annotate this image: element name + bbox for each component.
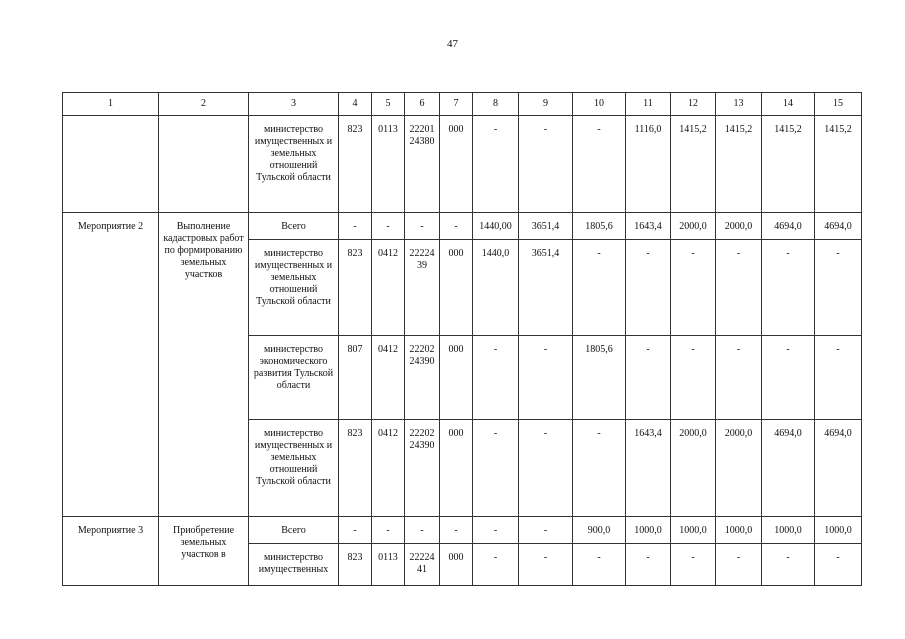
- cell-value: 823: [339, 544, 372, 586]
- column-header: 11: [626, 93, 671, 116]
- cell-value: -: [519, 336, 573, 420]
- cell-value: 22202 24390: [405, 420, 440, 517]
- cell-value: 1440,00: [473, 213, 519, 240]
- cell-value: -: [626, 336, 671, 420]
- cell-value: 22201 24380: [405, 116, 440, 213]
- cell-value: -: [716, 544, 762, 586]
- cell-value: 2000,0: [716, 213, 762, 240]
- cell-description: Приобретение земельных участков в: [159, 517, 249, 586]
- cell-value: -: [519, 517, 573, 544]
- cell-activity: [63, 116, 159, 213]
- column-header: 6: [405, 93, 440, 116]
- cell-value: 1000,0: [716, 517, 762, 544]
- cell-executor: министерство имущественных и земельных отношений Тульской области: [249, 116, 339, 213]
- cell-description: [159, 116, 249, 213]
- cell-value: 22224 39: [405, 240, 440, 336]
- cell-value: -: [815, 240, 862, 336]
- column-header: 14: [762, 93, 815, 116]
- cell-value: 000: [440, 420, 473, 517]
- cell-value: 1000,0: [671, 517, 716, 544]
- cell-executor: министерство имущественных и земельных отношений Тульской области: [249, 240, 339, 336]
- cell-value: 807: [339, 336, 372, 420]
- column-header: 2: [159, 93, 249, 116]
- cell-value: 22202 24390: [405, 336, 440, 420]
- cell-value: 0412: [372, 240, 405, 336]
- table-row: [63, 116, 862, 213]
- cell-value: 1415,2: [762, 116, 815, 213]
- column-header: 13: [716, 93, 762, 116]
- cell-value: -: [573, 116, 626, 213]
- column-header: 10: [573, 93, 626, 116]
- cell-value: -: [626, 240, 671, 336]
- header-row: [63, 93, 862, 116]
- cell-value: 823: [339, 240, 372, 336]
- column-header: 5: [372, 93, 405, 116]
- budget-table: [62, 92, 862, 586]
- cell-value: 1000,0: [762, 517, 815, 544]
- cell-activity: Мероприятие 3: [63, 517, 159, 586]
- cell-value: 4694,0: [815, 213, 862, 240]
- column-header: 12: [671, 93, 716, 116]
- cell-value: 2000,0: [671, 213, 716, 240]
- cell-value: 2000,0: [716, 420, 762, 517]
- cell-value: 1805,6: [573, 336, 626, 420]
- cell-activity: Мероприятие 2: [63, 213, 159, 517]
- cell-value: 000: [440, 240, 473, 336]
- column-header: 4: [339, 93, 372, 116]
- cell-value: 3651,4: [519, 240, 573, 336]
- cell-value: 4694,0: [762, 420, 815, 517]
- cell-value: 900,0: [573, 517, 626, 544]
- cell-value: -: [762, 544, 815, 586]
- cell-value: 0412: [372, 336, 405, 420]
- cell-value: 823: [339, 116, 372, 213]
- cell-value: -: [440, 517, 473, 544]
- cell-value: 000: [440, 336, 473, 420]
- cell-value: 1643,4: [626, 213, 671, 240]
- cell-value: -: [573, 420, 626, 517]
- cell-value: 1116,0: [626, 116, 671, 213]
- table-row: [63, 517, 862, 544]
- cell-value: -: [671, 544, 716, 586]
- cell-value: 4694,0: [815, 420, 862, 517]
- cell-value: 1000,0: [815, 517, 862, 544]
- cell-value: 2000,0: [671, 420, 716, 517]
- cell-value: 000: [440, 544, 473, 586]
- cell-value: 1000,0: [626, 517, 671, 544]
- cell-value: -: [815, 336, 862, 420]
- cell-description: Выполнение кадастровых работ по формированию земельных участков: [159, 213, 249, 517]
- cell-executor: министерство имущественных: [249, 544, 339, 586]
- cell-value: -: [405, 517, 440, 544]
- cell-value: -: [671, 336, 716, 420]
- cell-value: -: [440, 213, 473, 240]
- cell-value: -: [473, 544, 519, 586]
- cell-value: -: [473, 420, 519, 517]
- cell-value: 823: [339, 420, 372, 517]
- cell-value: -: [473, 517, 519, 544]
- cell-value: -: [339, 517, 372, 544]
- column-header: 8: [473, 93, 519, 116]
- cell-value: -: [372, 213, 405, 240]
- cell-value: 3651,4: [519, 213, 573, 240]
- cell-value: -: [519, 544, 573, 586]
- cell-value: 4694,0: [762, 213, 815, 240]
- cell-value: -: [405, 213, 440, 240]
- cell-value: 1643,4: [626, 420, 671, 517]
- cell-value: 1415,2: [671, 116, 716, 213]
- column-header: 9: [519, 93, 573, 116]
- cell-value: -: [519, 420, 573, 517]
- cell-value: -: [716, 240, 762, 336]
- column-header: 15: [815, 93, 862, 116]
- cell-value: -: [762, 336, 815, 420]
- cell-value: -: [519, 116, 573, 213]
- cell-value: -: [626, 544, 671, 586]
- cell-value: -: [473, 116, 519, 213]
- cell-value: -: [573, 544, 626, 586]
- cell-value: -: [573, 240, 626, 336]
- cell-value: -: [372, 517, 405, 544]
- cell-value: -: [473, 336, 519, 420]
- column-header: 7: [440, 93, 473, 116]
- cell-value: -: [815, 544, 862, 586]
- cell-value: 22224 41: [405, 544, 440, 586]
- cell-value: -: [671, 240, 716, 336]
- cell-value: 1415,2: [815, 116, 862, 213]
- cell-executor: Всего: [249, 517, 339, 544]
- column-header: 3: [249, 93, 339, 116]
- cell-executor: министерство имущественных и земельных отношений Тульской области: [249, 420, 339, 517]
- cell-executor: Всего: [249, 213, 339, 240]
- cell-value: -: [716, 336, 762, 420]
- column-header: 1: [63, 93, 159, 116]
- cell-value: 0113: [372, 116, 405, 213]
- cell-value: 1440,0: [473, 240, 519, 336]
- cell-value: 0412: [372, 420, 405, 517]
- cell-value: -: [762, 240, 815, 336]
- cell-executor: министерство экономического развития Тульской области: [249, 336, 339, 420]
- cell-value: 1415,2: [716, 116, 762, 213]
- page-number: 47: [447, 38, 458, 50]
- cell-value: 000: [440, 116, 473, 213]
- cell-value: 1805,6: [573, 213, 626, 240]
- table-row: [63, 213, 862, 240]
- cell-value: -: [339, 213, 372, 240]
- cell-value: 0113: [372, 544, 405, 586]
